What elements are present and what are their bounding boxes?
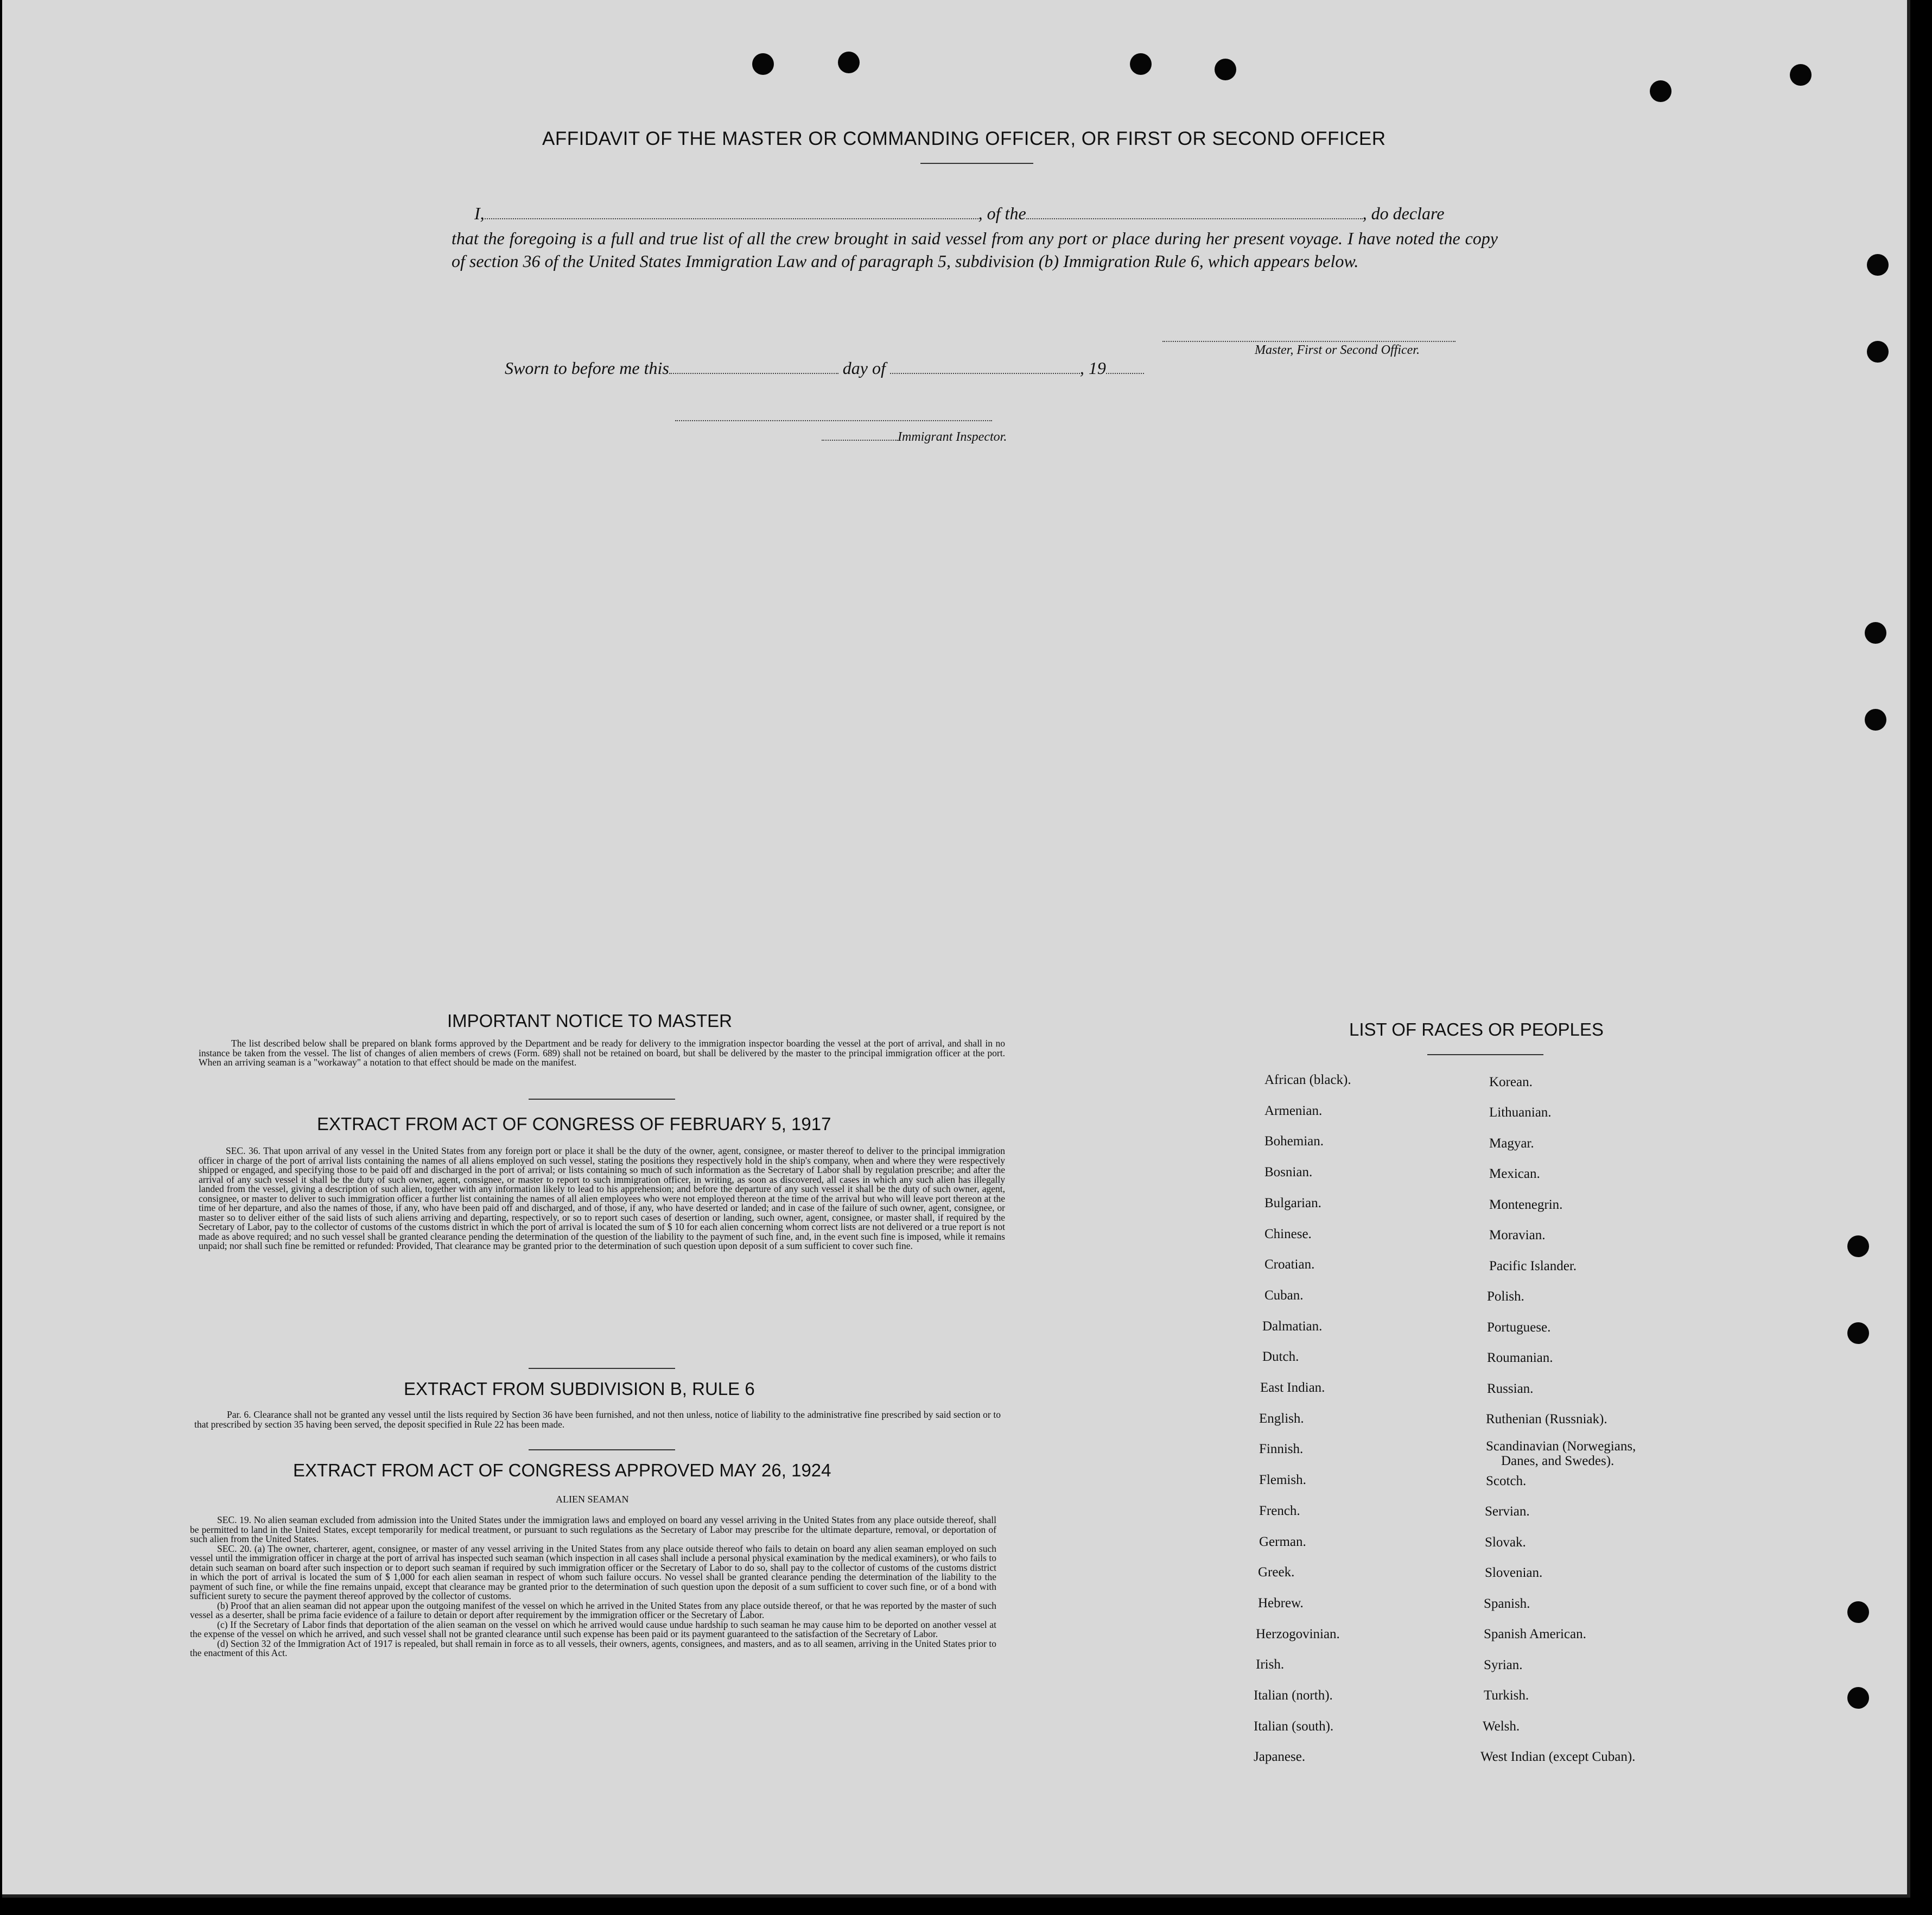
races-underline [1427, 1054, 1543, 1055]
race-item: Spanish American. [1484, 1627, 1586, 1641]
race-item: Roumanian. [1487, 1350, 1553, 1365]
race-item: Servian. [1485, 1504, 1530, 1519]
sec20b-text: (b) Proof that an alien seaman did not appear upon the outgoing manifest of the vessel on which he arrived in the United States from any place outside thereof, or that he was reported by the master of such vessel as a deserter, shall be prima facie evidence of a failure to detain or deport after requirement by the immigration officer or the Secretary of Labor. [190, 1600, 996, 1620]
master-signature-label: Master, First or Second Officer. [1255, 343, 1420, 357]
race-item: Dalmatian. [1262, 1318, 1323, 1334]
punch-hole [1650, 80, 1672, 102]
punch-hole [1130, 53, 1152, 75]
document-page [2, 0, 1910, 1898]
race-item: Finnish. [1259, 1442, 1304, 1457]
race-item: Greek. [1258, 1565, 1295, 1580]
sec19-text: SEC. 19. No alien seaman excluded from admission into the United States under the immigration laws and employed on board any vessel arriving in the United States from any place outside thereof, shall be permitted to land in the United States, except temporarily for medical treatment, or pursuant to such regulations as the Secretary of Labor may prescribe for the ultimate departure, removal, or deportation of such alien from the United States. [190, 1514, 996, 1544]
race-item: Pacific Islander. [1489, 1259, 1577, 1273]
notice-body: The list described below shall be prepared on blank forms approved by the Department and be ready for delivery to the immigration inspector boarding the vessel at the port of arrival, and shall in no instance be taken from the vessel. The list of changes of alien members of crews (Form. 689) shall not be retained on board, but shall be delivered by the master to the principal immigration officer at the port. When an arriving seaman is a "workaway" a notation to that effect should be made on the manifest. [199, 1038, 1005, 1068]
sec20c-text: (c) If the Secretary of Labor finds that deportation of the alien seaman on the vessel on which he arrived would cause undue hardship to such seaman he may cause him to be deported on another vessel at the expense of the vessel on which he arrived, and such vessel shall not be granted clearance until such expense has been paid or its payment guaranteed to the satisfaction of the Secretary of Labor. [190, 1619, 996, 1639]
vessel-blank[interactable] [1026, 207, 1363, 219]
extract-1924-title: EXTRACT FROM ACT OF CONGRESS APPROVED MAY 26, 1924 [293, 1460, 831, 1480]
rule6-title: EXTRACT FROM SUBDIVISION B, RULE 6 [404, 1379, 755, 1399]
race-item: Spanish. [1484, 1596, 1530, 1611]
race-item: Armenian. [1264, 1103, 1323, 1118]
race-item: Turkish. [1484, 1688, 1529, 1703]
race-item: Bohemian. [1264, 1134, 1324, 1149]
race-item: Croatian. [1264, 1257, 1315, 1272]
sworn-month-blank[interactable] [890, 362, 1080, 374]
sworn-line [505, 358, 1144, 378]
race-item: Syrian. [1484, 1658, 1523, 1672]
race-item: Bulgarian. [1264, 1195, 1321, 1210]
race-item: Russian. [1487, 1381, 1534, 1396]
race-item: Scotch. [1486, 1474, 1527, 1488]
race-item: German. [1259, 1534, 1306, 1549]
race-item: Welsh. [1483, 1719, 1520, 1734]
inspector-dots[interactable] [822, 432, 898, 441]
title-underline [920, 163, 1033, 164]
of-the-label: , of the [978, 204, 1026, 223]
rule6-body: Par. 6. Clearance shall not be granted any vessel until the lists required by Section 36 have been furnished, and not then unless, notice of liability to the administrative fine prescribed by said section or to that prescribed by section 35 having been served, the deposit specified in Rule 22 has been made. [194, 1409, 1001, 1430]
sworn-label: Sworn to before me this [505, 358, 669, 378]
race-item: French. [1259, 1503, 1300, 1518]
race-item: Chinese. [1264, 1226, 1312, 1241]
race-item: Italian (south). [1254, 1719, 1334, 1734]
race-item: Lithuanian. [1489, 1105, 1552, 1120]
declaration-line [474, 204, 1500, 224]
race-item: Portuguese. [1487, 1320, 1551, 1335]
extract-1917-body: SEC. 36. That upon arrival of any vessel in the United States from any foreign port or place it shall be the duty of the owner, agent, consignee, or master thereof to deliver to the principal immigration officer in charge of the port of arrival lists containing the names of all aliens employed on such vessel, stating the positions they respectively hold in the ship's company, when and where they were respectively shipped or engaged, and specifying those to be paid off and discharged in the port of arrival; or lists containing so much of such information as the Secretary of Labor shall by regulation prescribe; and after the arrival of any such vessel it shall be the duty of such owner, agent, consignee, or master to report to such immigration officer, in writing, as soon as discovered, all cases in which any such alien has illegally landed from the vessel, giving a description of such alien, together with any information likely to lead to his apprehension; and before the departure of any such vessel it shall be the duty of such owner, agent, consignee, or master to deliver to such immigration officer a further list containing the names of all alien employees who were not employed thereon at the time of the arrival but who will leave port thereon at the time of her departure, and also the names of those, if any, who have been paid off and discharged, and of those, if any, who have deserted or landed; and in case of the failure of such owner, agent, consignee, or master so to deliver either of the said lists of such aliens arriving and departing, respectively, or so to report such cases of desertion or landing, such owner, agent, consignee, or master shall, if required by the Secretary of Labor, pay to the collector of customs of the customs district in which the port of arrival is located the sum of $ 10 for each alien concerning whom correct lists are not delivered or a true report is not made as above required; and no such vessel shall be granted clearance pending the determination of the question of the liability to the payment of such fine, and, in the event such fine is imposed, while it remains unpaid; nor shall such fine be remitted or refunded: Provided, That clearance may be granted prior to the determination of such question upon deposit of a sum sufficient to cover such fine. [199, 1145, 1005, 1251]
race-item: East Indian. [1260, 1380, 1325, 1395]
year-label: , 19 [1079, 358, 1106, 378]
race-item: Cuban. [1264, 1288, 1304, 1303]
punch-hole [1847, 1601, 1869, 1623]
race-item: Irish. [1256, 1657, 1285, 1672]
declaration-body: that the foregoing is a full and true list of all the crew brought in said vessel from any port or place during her present voyage. I have noted the copy of section 36 of the United States Immigration Law and of paragraph 5, subdivision (b) Immigration Rule 6, which appears below. [452, 229, 1498, 271]
race-item: Italian (north). [1254, 1688, 1333, 1703]
punch-hole [752, 53, 774, 75]
race-item: Slovak. [1485, 1535, 1526, 1550]
sworn-day-blank[interactable] [669, 362, 838, 374]
race-item: Japanese. [1254, 1749, 1306, 1765]
punch-hole [1215, 59, 1236, 80]
master-signature-line[interactable] [1162, 341, 1456, 342]
race-item: Montenegrin. [1489, 1197, 1563, 1212]
punch-hole [1865, 622, 1886, 644]
extract-1917-title: EXTRACT FROM ACT OF CONGRESS OF FEBRUARY 5, 1917 [317, 1114, 831, 1134]
sec20a-text: SEC. 20. (a) The owner, charterer, agent, consignee, or master of any vessel arriving in the United States from any place outside thereof who fails to detain on board any alien seaman employed on such vessel until the immigration officer in charge at the port of arrival has inspected such seaman (which inspection in all cases shall include a personal physical examination by the medical examiners), or who fails to detain such seaman on board after such inspection or to deport such seaman if required by such immigration officer or the Secretary of Labor to do so, shall pay to the collector of customs of the customs district in which the port of arrival is located the sum of $ 1,000 for each alien seaman in respect of whom such failure occurs. No vessel shall be granted clearance pending the determination of the liability to the payment of such fine, or while the fine remains unpaid, except that clearance may be granted prior to the determination of such question upon the deposit of a sum sufficient to cover such fine, or of a bond with sufficient surety to secure the payment thereof approved by the collector of customs. [190, 1543, 996, 1601]
race-item: Dutch. [1262, 1349, 1299, 1365]
race-item: Korean. [1489, 1075, 1533, 1089]
races-title: LIST OF RACES OR PEOPLES [1349, 1019, 1604, 1039]
race-item: Magyar. [1489, 1136, 1534, 1151]
punch-hole [1790, 64, 1812, 86]
race-item: Herzogovinian. [1256, 1626, 1340, 1641]
year-blank[interactable] [1106, 362, 1144, 374]
punch-hole [1847, 1687, 1869, 1709]
race-item: Slovenian. [1485, 1565, 1543, 1580]
punch-hole [1847, 1322, 1869, 1344]
divider [529, 1099, 675, 1100]
race-item: Bosnian. [1264, 1165, 1313, 1180]
punch-hole [1847, 1235, 1869, 1257]
notice-title: IMPORTANT NOTICE TO MASTER [447, 1011, 733, 1031]
race-item: Scandinavian (Norwegians, [1486, 1439, 1636, 1454]
race-item: Flemish. [1259, 1473, 1306, 1488]
inspector-signature-line[interactable] [675, 420, 992, 421]
race-item: West Indian (except Cuban). [1480, 1749, 1636, 1764]
affidavit-title: AFFIDAVIT OF THE MASTER OR COMMANDING OFFICER, OR FIRST OR SECOND OFFICER [542, 128, 1386, 149]
name-blank[interactable] [485, 207, 978, 219]
divider [529, 1368, 675, 1369]
punch-hole [1867, 254, 1889, 276]
punch-hole [1865, 709, 1886, 731]
race-item: Polish. [1487, 1289, 1524, 1304]
extract-1924-subtitle: ALIEN SEAMAN [556, 1494, 629, 1505]
day-of-label: day of [842, 358, 886, 378]
inspector-signature-label [822, 430, 1007, 445]
i-label: I, [474, 204, 485, 223]
race-item: Moravian. [1489, 1228, 1546, 1242]
race-item: Mexican. [1489, 1166, 1540, 1181]
sec20d-text: (d) Section 32 of the Immigration Act of 1917 is repealed, but shall remain in force as to all vessels, their owners, agents, consignees, and masters, and as to all seamen, arriving in the United States prior to the enactment of this Act. [190, 1638, 996, 1658]
do-declare-label: , do declare [1362, 204, 1445, 223]
extract-1924-body [190, 1515, 996, 1658]
race-item: Hebrew. [1258, 1595, 1304, 1610]
race-item: Ruthenian (Russniak). [1486, 1412, 1607, 1426]
race-item: Danes, and Swedes). [1501, 1454, 1615, 1468]
inspector-label: Immigrant Inspector. [898, 430, 1007, 444]
punch-hole [1867, 341, 1889, 363]
divider [529, 1449, 675, 1450]
race-item: English. [1259, 1411, 1304, 1426]
race-item: African (black). [1264, 1073, 1351, 1087]
punch-hole [838, 52, 860, 73]
